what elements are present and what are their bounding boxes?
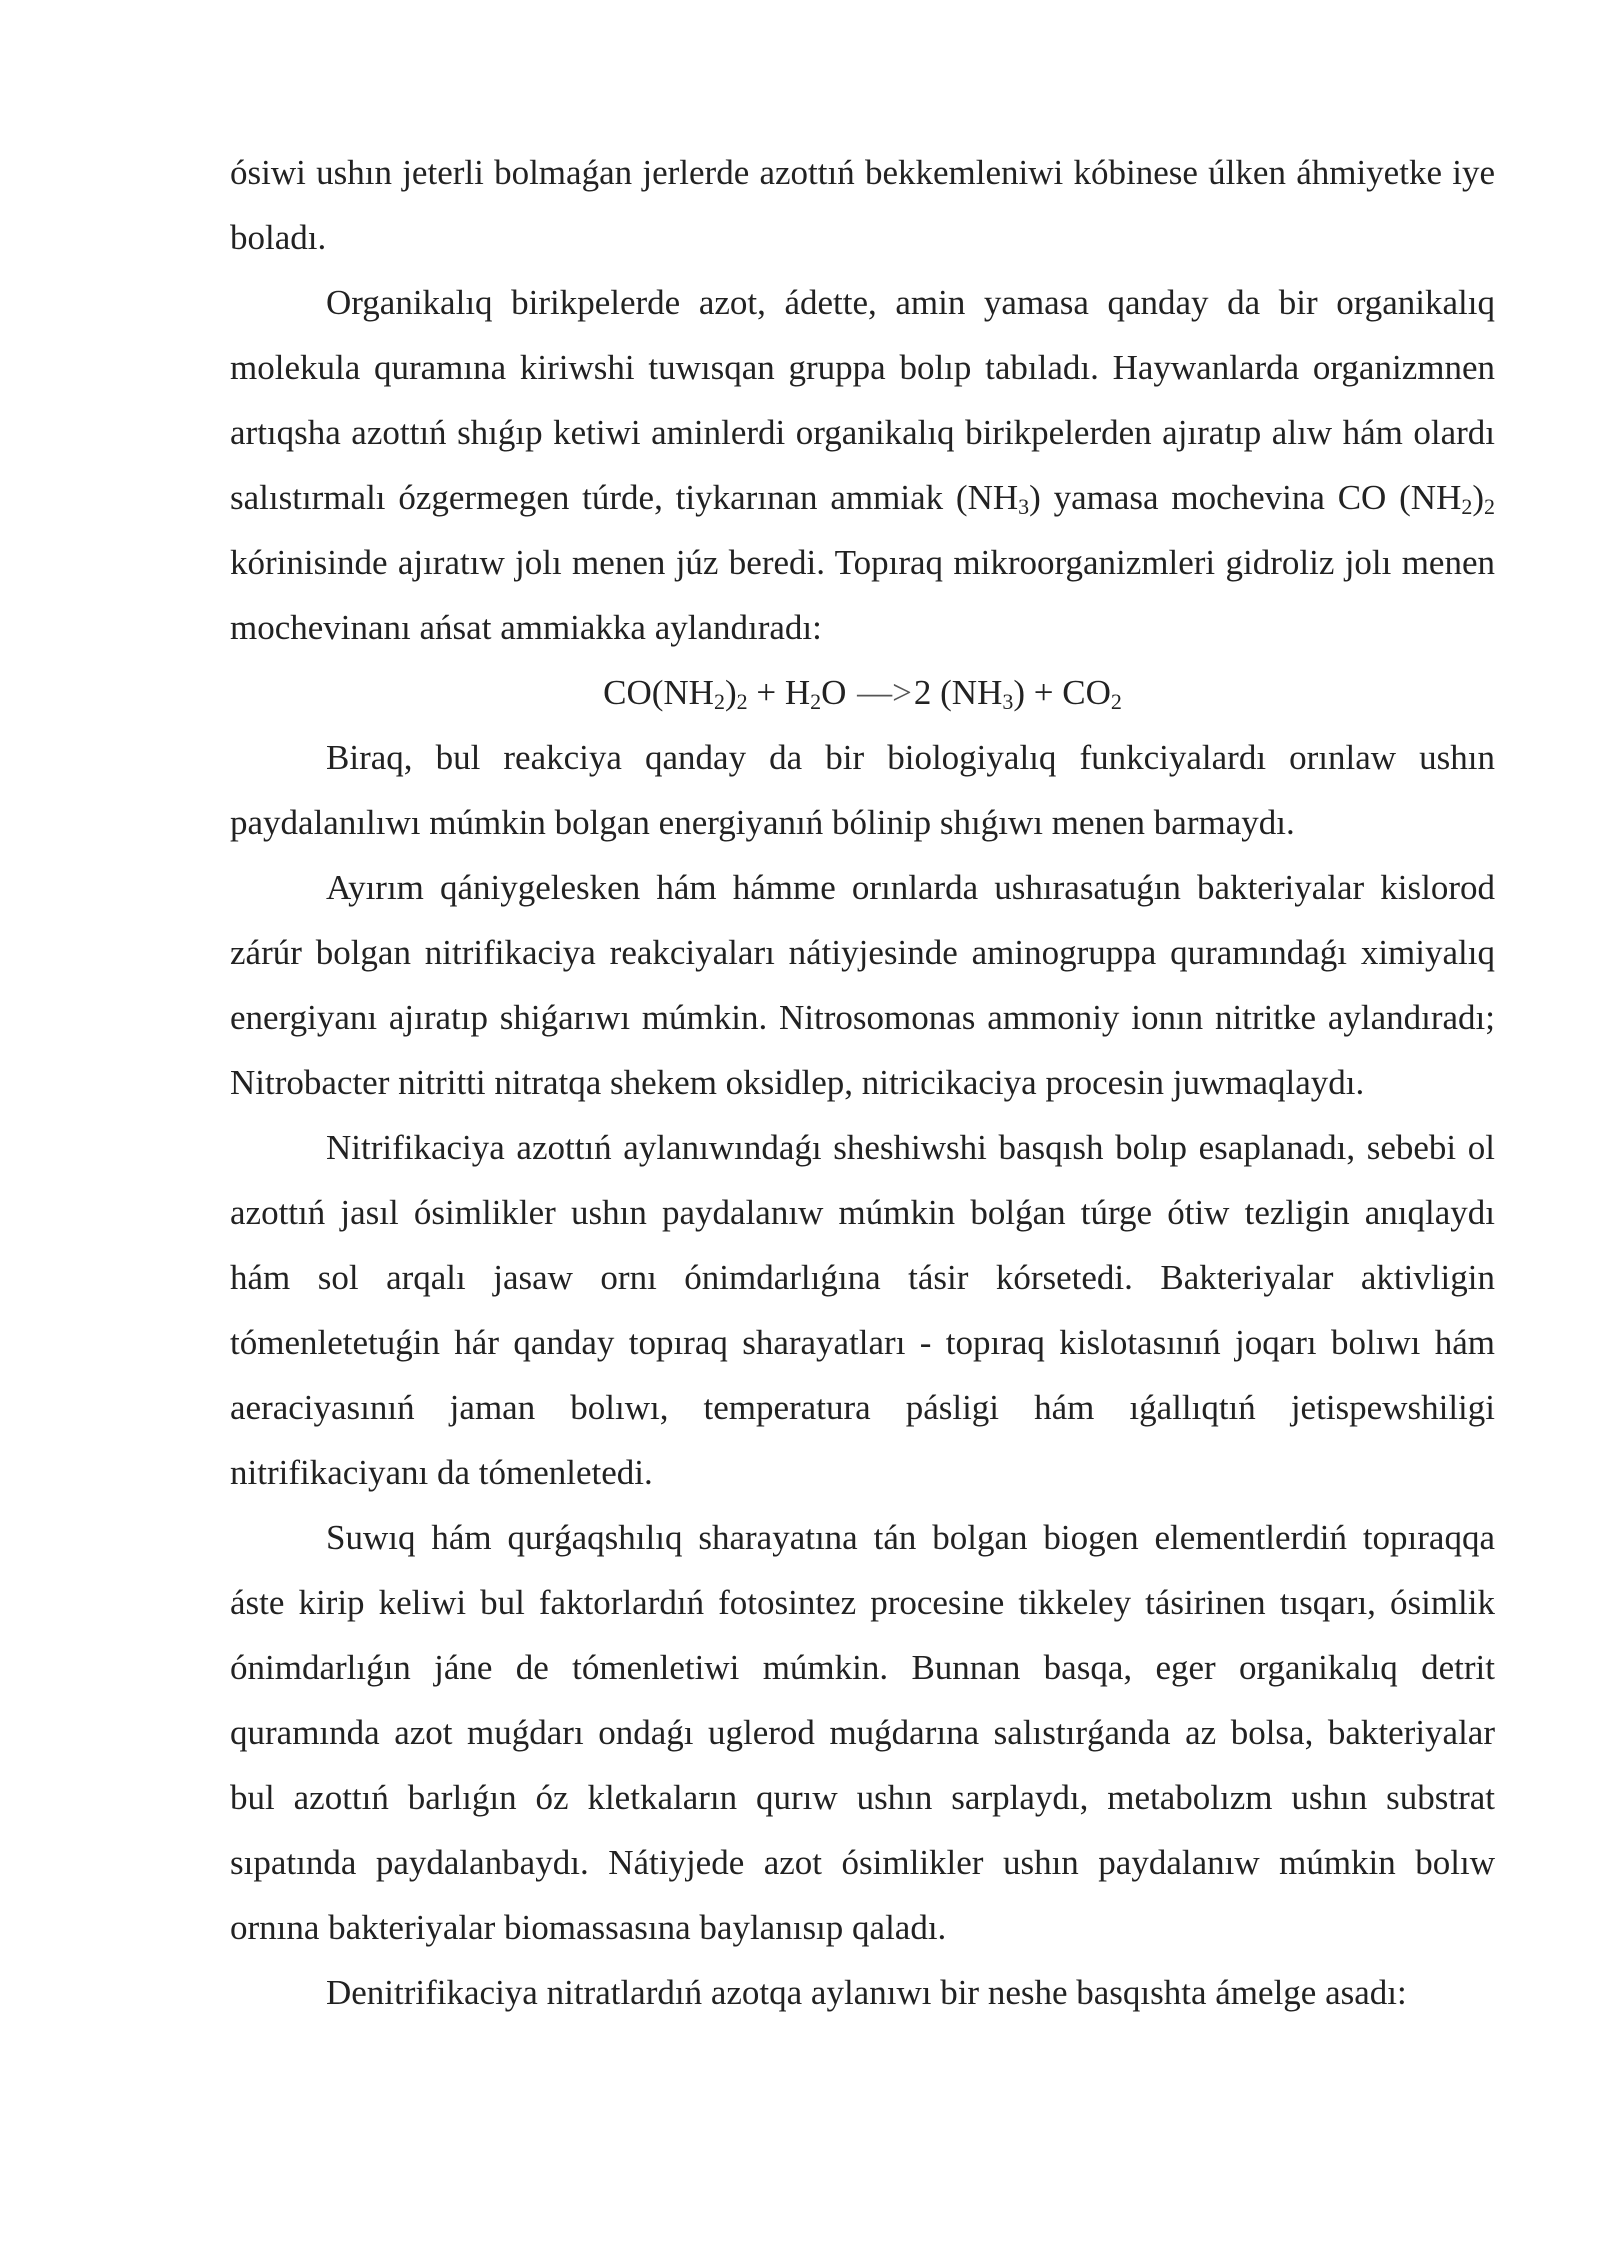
formula-part: ) + CO: [1013, 673, 1111, 712]
formula-part: + H: [747, 673, 811, 712]
text-run: kórinisinde ajıratıw jolı menen júz beredi. Topıraq mikroorganizmleri gidroliz jolı menen mochevinanı ańsat ammiakka aylandıradı:: [230, 543, 1495, 647]
subscript: 2: [736, 689, 748, 714]
subscript: 2: [713, 689, 725, 714]
formula-part: 2 (NH: [913, 673, 1003, 712]
subscript: 2: [1110, 689, 1122, 714]
paragraph-organic-nitrogen: [230, 270, 1495, 660]
text-run: ) yamasa mochevina CO (NH: [1029, 478, 1462, 517]
subscript: 2: [1461, 494, 1473, 519]
subscript: 3: [1018, 494, 1030, 519]
document-page: [230, 140, 1495, 2025]
subscript: 2: [810, 689, 822, 714]
text-run: ): [1472, 478, 1485, 517]
paragraph-cold-drought: Suwıq hám qurǵaqshılıq sharayatına tán bolgan biogen elementlerdiń topıraqqa áste kirip keliwi bul faktorlardıń fotosintez procesine tikkeley tásirinen tısqarı, ósimlik ónimdarlıǵın jáne de tómenletiwi múmkin. Bunnan basqa, eger organikalıq detrit quramında azot muǵdarı ondaǵı uglerod muǵdarına salıstırǵanda az bolsa, bakteriyalar bul azottıń barlıǵın óz kletkaların qurıw ushın sarplaydı, metabolızm ushın substrat sıpatında paydalanbaydı. Nátiyjede azot ósimlikler ushın paydalanıw múmkin bolıw ornına bakteriyalar biomassasına baylanısıp qaladı.: [230, 1518, 1495, 1947]
paragraph-nitrification-bacteria: Ayırım qániygelesken hám hámme orınlarda ushırasatuǵın bakteriyalar kislorod zárúr bolgan nitrifikaciya reakciyaları nátiyjesinde aminogruppa quramındaǵı ximiyalıq energiyanı ajıratıp shiǵarıwı múmkin. Nitrosomonas ammoniy ionın nitritke aylandıradı; Nitrobacter nitritti nitratqa shekem oksidlep, nitricikaciya procesin juwmaqlaydı.: [230, 868, 1495, 1102]
paragraph-nitrification-role: Nitrifikaciya azottıń aylanıwındaǵı sheshiwshi basqısh bolıp esaplanadı, sebebi ol azottıń jasıl ósimlikler ushın paydalanıw múmkin bolǵan túrge ótiw tezligin anıqlaydı hám sol arqalı jasaw ornı ónimdarlıǵına tásir kórsetedi. Bakteriyalar aktivligin tómenletetuǵin hár qanday topıraq sharayatları - topıraq kislotasınıń joqarı bolıwı hám aeraciyasınıń jaman bolıwı, temperatura pásligi hám ıǵallıqtıń jetispewshiligi nitrifikaciyanı da tómenletedi.: [230, 1128, 1495, 1492]
subscript: 3: [1002, 689, 1014, 714]
paragraph-denitrification: Denitrifikaciya nitratlardıń azotqa aylanıwı bir neshe basqıshta ámelge asadı:: [326, 1973, 1407, 2012]
reaction-arrow-icon: —>: [857, 673, 912, 712]
chemical-equation: [230, 660, 1495, 725]
subscript: 2: [1484, 494, 1496, 519]
text-run: Organikalıq birikpelerde azot, ádette, amin yamasa qanday da bir organikalıq molekula quramına kiriwshi tuwısqan gruppa bolıp tabıladı. Haywanlarda organizmnen artıqsha azottıń shıǵıp ketiwi aminlerdi organikalıq birikpelerden ajıratıp alıw hám olardı salıstırmalı ózgermegen túrde, tiykarınan ammiak (NH: [230, 283, 1495, 517]
formula-part: ): [724, 673, 737, 712]
formula-part: O: [821, 673, 856, 712]
paragraph-continuation: ósiwi ushın jeterli bolmaǵan jerlerde azottıń bekkemleniwi kóbinese úlken áhmiyetke iye boladı.: [230, 153, 1495, 257]
paragraph-reaction-energy: Biraq, bul reakciya qanday da bir biologiyalıq funkciyalardı orınlaw ushın paydalanılıwı múmkin bolgan energiyanıń bólinip shıǵıwı menen barmaydı.: [230, 738, 1495, 842]
formula-part: CO(NH: [603, 673, 714, 712]
